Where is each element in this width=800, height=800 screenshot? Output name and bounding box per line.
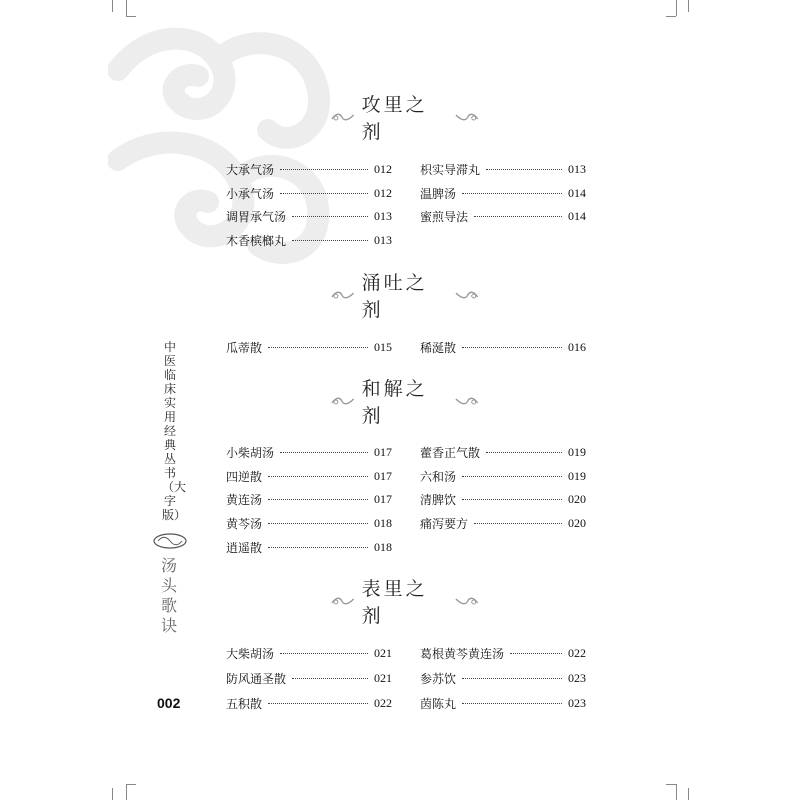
entry-page: 014 [568, 208, 586, 223]
dot-leader [462, 476, 562, 477]
section-title [330, 94, 480, 143]
page-number: 002 [157, 695, 181, 711]
entry-page: 018 [374, 539, 392, 554]
toc-entry[interactable] [420, 184, 586, 202]
entry-name: 四逆散 [226, 469, 263, 484]
entry-page: 018 [374, 515, 392, 530]
entry-page: 020 [568, 515, 586, 530]
crop-mark [688, 788, 689, 800]
dot-leader [462, 193, 562, 194]
toc-entry[interactable] [226, 514, 392, 532]
entry-page: 013 [568, 161, 586, 176]
crop-mark [112, 788, 113, 800]
entry-page: 023 [568, 695, 586, 710]
dot-leader [280, 169, 368, 170]
dot-leader [268, 347, 368, 348]
entry-page: 022 [374, 695, 392, 710]
dot-leader [292, 678, 368, 679]
scroll-ornament-icon [330, 111, 356, 123]
toc-entry[interactable] [420, 338, 586, 356]
toc-entry[interactable] [226, 443, 392, 461]
entry-name: 大承气汤 [226, 162, 275, 177]
dot-leader [268, 476, 368, 477]
entry-name: 黄连汤 [226, 492, 263, 507]
entry-name: 大柴胡汤 [226, 646, 275, 661]
entry-name: 稀涎散 [420, 340, 457, 355]
scroll-ornament-icon [454, 595, 480, 607]
dot-leader [486, 169, 562, 170]
entry-page: 023 [568, 670, 586, 685]
scroll-ornament-icon [454, 395, 480, 407]
toc-entry[interactable] [226, 231, 392, 249]
entry-page: 012 [374, 185, 392, 200]
dot-leader [280, 193, 368, 194]
toc-entry[interactable] [226, 338, 392, 356]
dot-leader [462, 347, 562, 348]
entry-page: 021 [374, 645, 392, 660]
dot-leader [292, 216, 368, 217]
entry-name: 瓜蒂散 [226, 340, 263, 355]
entry-name: 五积散 [226, 696, 263, 711]
toc-entry[interactable] [420, 160, 586, 178]
scroll-ornament-icon [454, 111, 480, 123]
toc-entry[interactable] [420, 443, 586, 461]
crop-mark [666, 784, 676, 785]
section-title-text: 表里之剂 [361, 578, 428, 627]
crop-mark [126, 784, 136, 785]
entry-name: 六和汤 [420, 469, 457, 484]
section-title [330, 578, 480, 627]
toc-entry[interactable] [226, 694, 392, 712]
dot-leader [462, 499, 562, 500]
entry-page: 014 [568, 185, 586, 200]
entry-name: 小承气汤 [226, 186, 275, 201]
dot-leader [268, 499, 368, 500]
entry-name: 蜜煎导法 [420, 209, 469, 224]
crop-mark [666, 16, 676, 17]
toc-entry[interactable] [226, 467, 392, 485]
dot-leader [280, 653, 368, 654]
entry-name: 防风通圣散 [226, 671, 287, 686]
entry-page: 021 [374, 670, 392, 685]
entry-name: 逍遥散 [226, 540, 263, 555]
entry-page: 015 [374, 339, 392, 354]
dot-leader [510, 653, 562, 654]
scroll-ornament-icon [330, 289, 356, 301]
entry-page: 013 [374, 208, 392, 223]
dot-leader [292, 240, 368, 241]
dot-leader [462, 678, 562, 679]
entry-page: 017 [374, 468, 392, 483]
cloud-ornament-icon [152, 532, 188, 550]
entry-name: 藿香正气散 [420, 445, 481, 460]
crop-mark [688, 0, 689, 12]
entry-page: 017 [374, 444, 392, 459]
entry-name: 葛根黄芩黄连汤 [420, 646, 505, 661]
toc-entry[interactable] [420, 490, 586, 508]
dot-leader [474, 523, 562, 524]
toc-entry[interactable] [420, 514, 586, 532]
entry-name: 温脾汤 [420, 186, 457, 201]
toc-entry[interactable] [226, 538, 392, 556]
scroll-ornament-icon [454, 289, 480, 301]
section-title-text: 涌吐之剂 [361, 272, 428, 321]
section-title [330, 378, 480, 427]
toc-entry[interactable] [226, 669, 392, 687]
toc-entry[interactable] [420, 694, 586, 712]
entry-page: 012 [374, 161, 392, 176]
entry-name: 黄芩汤 [226, 516, 263, 531]
toc-entry[interactable] [420, 467, 586, 485]
section-title-text: 和解之剂 [361, 378, 428, 427]
entry-page: 016 [568, 339, 586, 354]
entry-name: 木香槟榔丸 [226, 233, 287, 248]
entry-page: 022 [568, 645, 586, 660]
entry-name: 参苏饮 [420, 671, 457, 686]
section-title [330, 272, 480, 321]
dot-leader [268, 523, 368, 524]
scroll-ornament-icon [330, 395, 356, 407]
entry-page: 017 [374, 491, 392, 506]
toc-entry[interactable] [226, 490, 392, 508]
crop-mark [126, 784, 127, 800]
crop-mark [676, 0, 677, 16]
toc-entry[interactable] [226, 644, 392, 662]
entry-page: 019 [568, 468, 586, 483]
toc-entry[interactable] [420, 207, 586, 225]
toc-entry[interactable] [226, 207, 392, 225]
series-title-vertical: 中医临床实用经典丛书（大字版） [162, 340, 187, 522]
entry-name: 茵陈丸 [420, 696, 457, 711]
dot-leader [280, 452, 368, 453]
crop-mark [676, 784, 677, 800]
entry-name: 枳实导滞丸 [420, 162, 481, 177]
dot-leader [268, 703, 368, 704]
scroll-ornament-icon [330, 595, 356, 607]
dot-leader [462, 703, 562, 704]
entry-page: 020 [568, 491, 586, 506]
toc-entry[interactable] [226, 184, 392, 202]
book-title-vertical: 汤头歌诀 [160, 556, 177, 635]
toc-entry[interactable] [420, 644, 586, 662]
toc-entry[interactable] [420, 669, 586, 687]
dot-leader [486, 452, 562, 453]
dot-leader [474, 216, 562, 217]
entry-name: 清脾饮 [420, 492, 457, 507]
dot-leader [268, 547, 368, 548]
entry-page: 019 [568, 444, 586, 459]
toc-entry[interactable] [226, 160, 392, 178]
section-title-text: 攻里之剂 [361, 94, 428, 143]
entry-name: 小柴胡汤 [226, 445, 275, 460]
entry-name: 痛泻要方 [420, 516, 469, 531]
entry-name: 调胃承气汤 [226, 209, 287, 224]
entry-page: 013 [374, 232, 392, 247]
